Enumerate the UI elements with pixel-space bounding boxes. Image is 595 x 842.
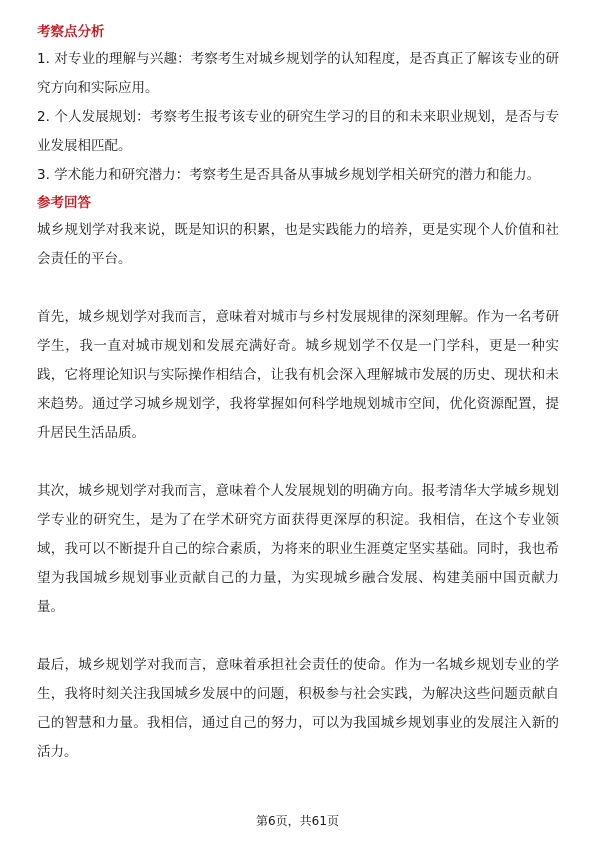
answer-paragraph-2: 首先，城乡规划学对我而言，意味着对城市与乡村发展规律的深刻理解。作为一名考研学生，我一直对城市规划和发展充满好奇。城乡规划学不仅是一门学科，更是一种实践，它将理论知识与实际操作相结合，让我有机会深入理解城市发展的历史、现状和未来趋势。通过学习城乡规划学，我将掌握如何科学地规划城市空间，优化资源配置，提升居民生活品质。 [37,309,559,441]
answer-paragraph-4: 最后，城乡规划学对我而言，意味着承担社会责任的使命。作为一名城乡规划专业的学生，我将时刻关注我国城乡发展中的问题，积极参与社会实践，为解决这些问题贡献自己的智慧和力量。我相信，通过自己的努力，可以为我国城乡规划事业的发展注入新的活力。 [37,657,559,760]
page-number-footer: 第6页，共61页 [256,814,339,828]
page-content [37,22,559,767]
analysis-item-1: 1. 对专业的理解与兴趣：考察考生对城乡规划学的认知程度，是否真正了解该专业的研究方向和实际应用。 [37,51,559,96]
analysis-item-3: 3. 学术能力和研究潜力：考察考生是否具备从事城乡规划学相关研究的潜力和能力。 [37,167,541,183]
analysis-heading: 考察点分析 [37,24,105,40]
analysis-item-2: 2. 个人发展规划：考察考生报考该专业的研究生学习的目的和未来职业规划，是否与专业发展相匹配。 [37,109,559,154]
answer-paragraph-1: 城乡规划学对我来说，既是知识的积累，也是实践能力的培养，更是实现个人价值和社会责任的平台。 [37,222,559,267]
answer-paragraph-3: 其次，城乡规划学对我而言，意味着个人发展规划的明确方向。报考清华大学城乡规划学专业的研究生，是为了在学术研究方面获得更深厚的积淀。我相信，在这个专业领域，我可以不断提升自己的综合素质，为将来的职业生涯奠定坚实基础。同时，我也希望为我国城乡规划事业贡献自己的力量，为实现城乡融合发展、构建美丽中国贡献力量。 [37,483,559,615]
answer-section [37,193,559,767]
analysis-section [37,22,559,190]
answer-heading: 参考回答 [37,195,91,211]
